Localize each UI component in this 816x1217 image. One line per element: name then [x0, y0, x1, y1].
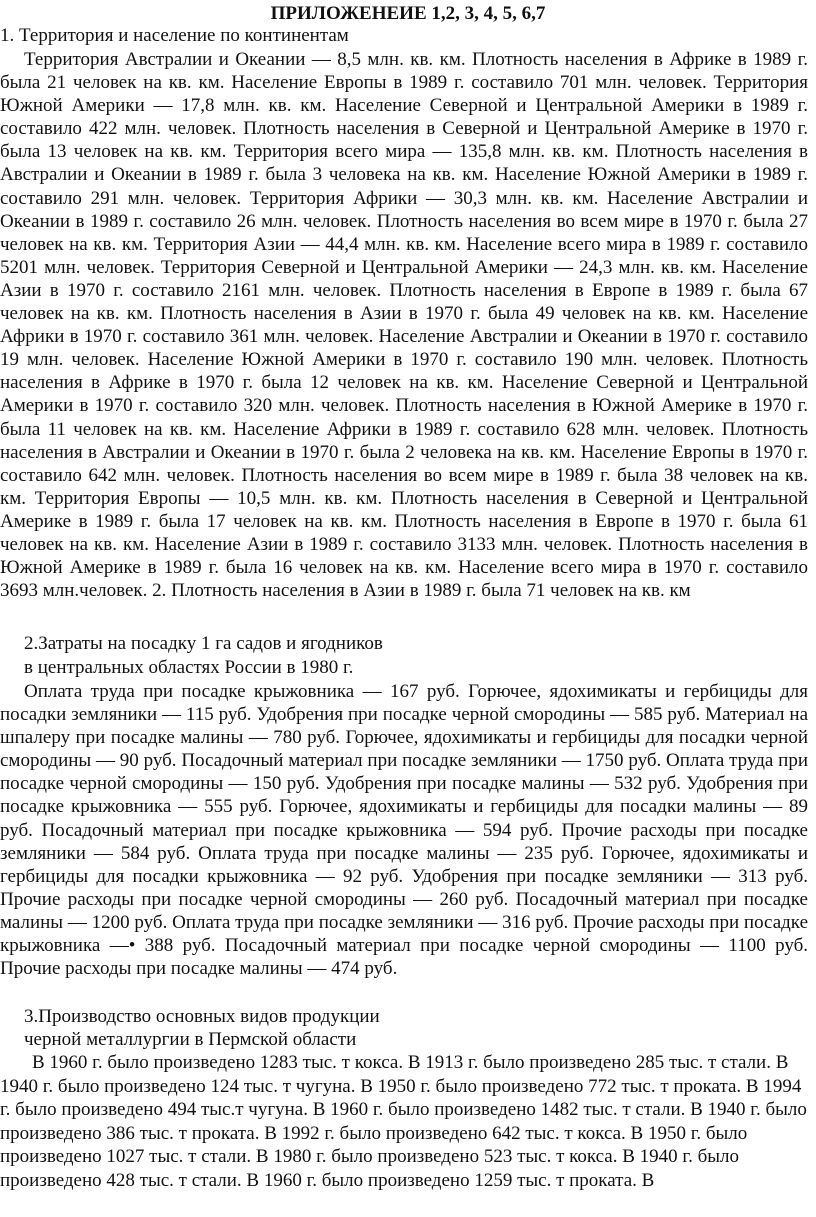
page-title: ПРИЛОЖЕНЕИЕ 1,2, 3, 4, 5, 6,7	[270, 3, 546, 24]
section2-body: Оплата труда при посадке крыжовника — 167 руб. Горючее, ядохимикаты и гербициды для посадки земляники — 115 руб. Удобрения при посадке черной смородины — 585 руб. Материал на шпалеру при посадке малины — 780 руб. Горючее, ядохимикаты и гербициды для посадки черной смородины — 90 руб. Посадочный материал при посадке земляники — 1750 руб. Оплата труда при посадке черной смородины — 150 руб. Удобрения при посадке малины — 532 руб. Удобрения при посадке крыжовника — 555 руб. Горючее, ядохимикаты и гербициды для посадки малины — 89 руб. Посадочный материал при посадке крыжовника — 594 руб. Прочие расходы при посадке земляники — 584 руб. Оплата труда при посадке малины — 235 руб. Горючее, ядохимикаты и гербициды для посадки крыжовника — 92 руб. Удобрения при посадке земляники — 313 руб. Прочие расходы при посадке черной смородины — 260 руб. Посадочный материал при посадке малины — 1200 руб. Оплата труда при посадке земляники — 316 руб. Прочие расходы при посадке крыжовника —• 388 руб. Посадочный материал при посадке черной смородины — 1100 руб. Прочие расходы при посадке малины — 474 руб.	[0, 681, 808, 980]
section1-body: Территория Австралии и Океании — 8,5 млн. кв. км. Плотность населения в Африке в 1989 г. была 21 человек на кв. км. Население Европы в 1989 г. составило 701 млн. человек. Территория Южной Америки — 17,8 млн. кв. км. Население Северной и Центральной Америки в 1989 г. составило 422 млн. человек. Плотность населения в Северной и Центральной Америке в 1970 г. была 13 человек на кв. км. Территория всего мира — 135,8 млн. кв. км. Плотность населения в Австралии и Океании в 1989 г. была 3 человека на кв. км. Население Южной Америки в 1989 г. составило 291 млн. человек. Территория Африки — 30,3 млн. кв. км. Население Австралии и Океании в 1989 г. составило 26 млн. человек. Плотность населения во всем мире в 1970 г. была 27 человек на кв. км. Территория Азии — 44,4 млн. кв. км. Население всего мира в 1989 г. составило 5201 млн. человек. Территория Северной и Центральной Америки — 24,3 млн. кв. км. Население Азии в 1970 г. составило 2161 млн. человек. Плотность населения в Европе в 1989 г. была 67 человек на кв. км. Плотность населения в Азии в 1970 г. была 49 человек на кв. км. Население Африки в 1970 г. составило 361 млн. человек. Население Австралии и Океании в 1970 г. составило 19 млн. человек. Население Южной Америки в 1970 г. составило 190 млн. человек. Плотность населения в Африке в 1970 г. была 12 человек на кв. км. Население Северной и Центральной Америки в 1970 г. составило 320 млн. человек. Плотность населения в Южной Америке в 1970 г. была 11 человек на кв. км. Население Африки в 1989 г. составило 628 млн. человек. Плотность населения в Австралии и Океании в 1970 г. была 2 человека на кв. км. Население Европы в 1970 г. составило 642 млн. человек. Плотность населения во всем мире в 1989 г. была 38 человек на кв. км. Территория Европы — 10,5 млн. кв. км. Плотность населения в Северной и Центральной Америке в 1989 г. была 17 человек на кв. км. Плотность населения в Европе в 1970 г. была 61 человек на кв. км. Население Азии в 1989 г. составило 3133 млн. человек. Плотность населения в Южной Америке в 1989 г. была 16 человек на кв. км. Население всего мира в 1970 г. составило 3693 млн.человек. 2. Плотность населения в Азии в 1989 г. была 71 человек на кв. км	[0, 49, 808, 602]
section2-heading-line1: 2.Затраты на посадку 1 га садов и ягодников	[24, 633, 383, 654]
section3-heading-line1: 3.Производство основных видов продукции	[24, 1006, 380, 1027]
section3-heading-line2: черной металлургии в Пермской области	[24, 1029, 357, 1050]
section1-heading: 1. Территория и население по континентам	[0, 25, 349, 46]
section3-body: В 1960 г. было произведено 1283 тыс. т кокса. В 1913 г. было произведено 285 тыс. т стали. В 1940 г. было произведено 124 тыс. т чугуна. В 1950 г. было произведено 772 тыс. т проката. В 1994 г. было произведено 494 тыс.т чугуна. В 1960 г. было произведено 1482 тыс. т стали. В 1940 г. было произведено 386 тыс. т проката. В 1992 г. было произведено 642 тыс. т кокса. В 1950 г. было произведено 1027 тыс. т стали. В 1980 г. было произведено 523 тыс. т кокса. В 1940 г. было произведено 428 тыс. т стали. В 1960 г. было произведено 1259 тыс. т проката. В	[0, 1052, 807, 1191]
section2-heading-line2: в центральных областях России в 1980 г.	[24, 657, 354, 678]
